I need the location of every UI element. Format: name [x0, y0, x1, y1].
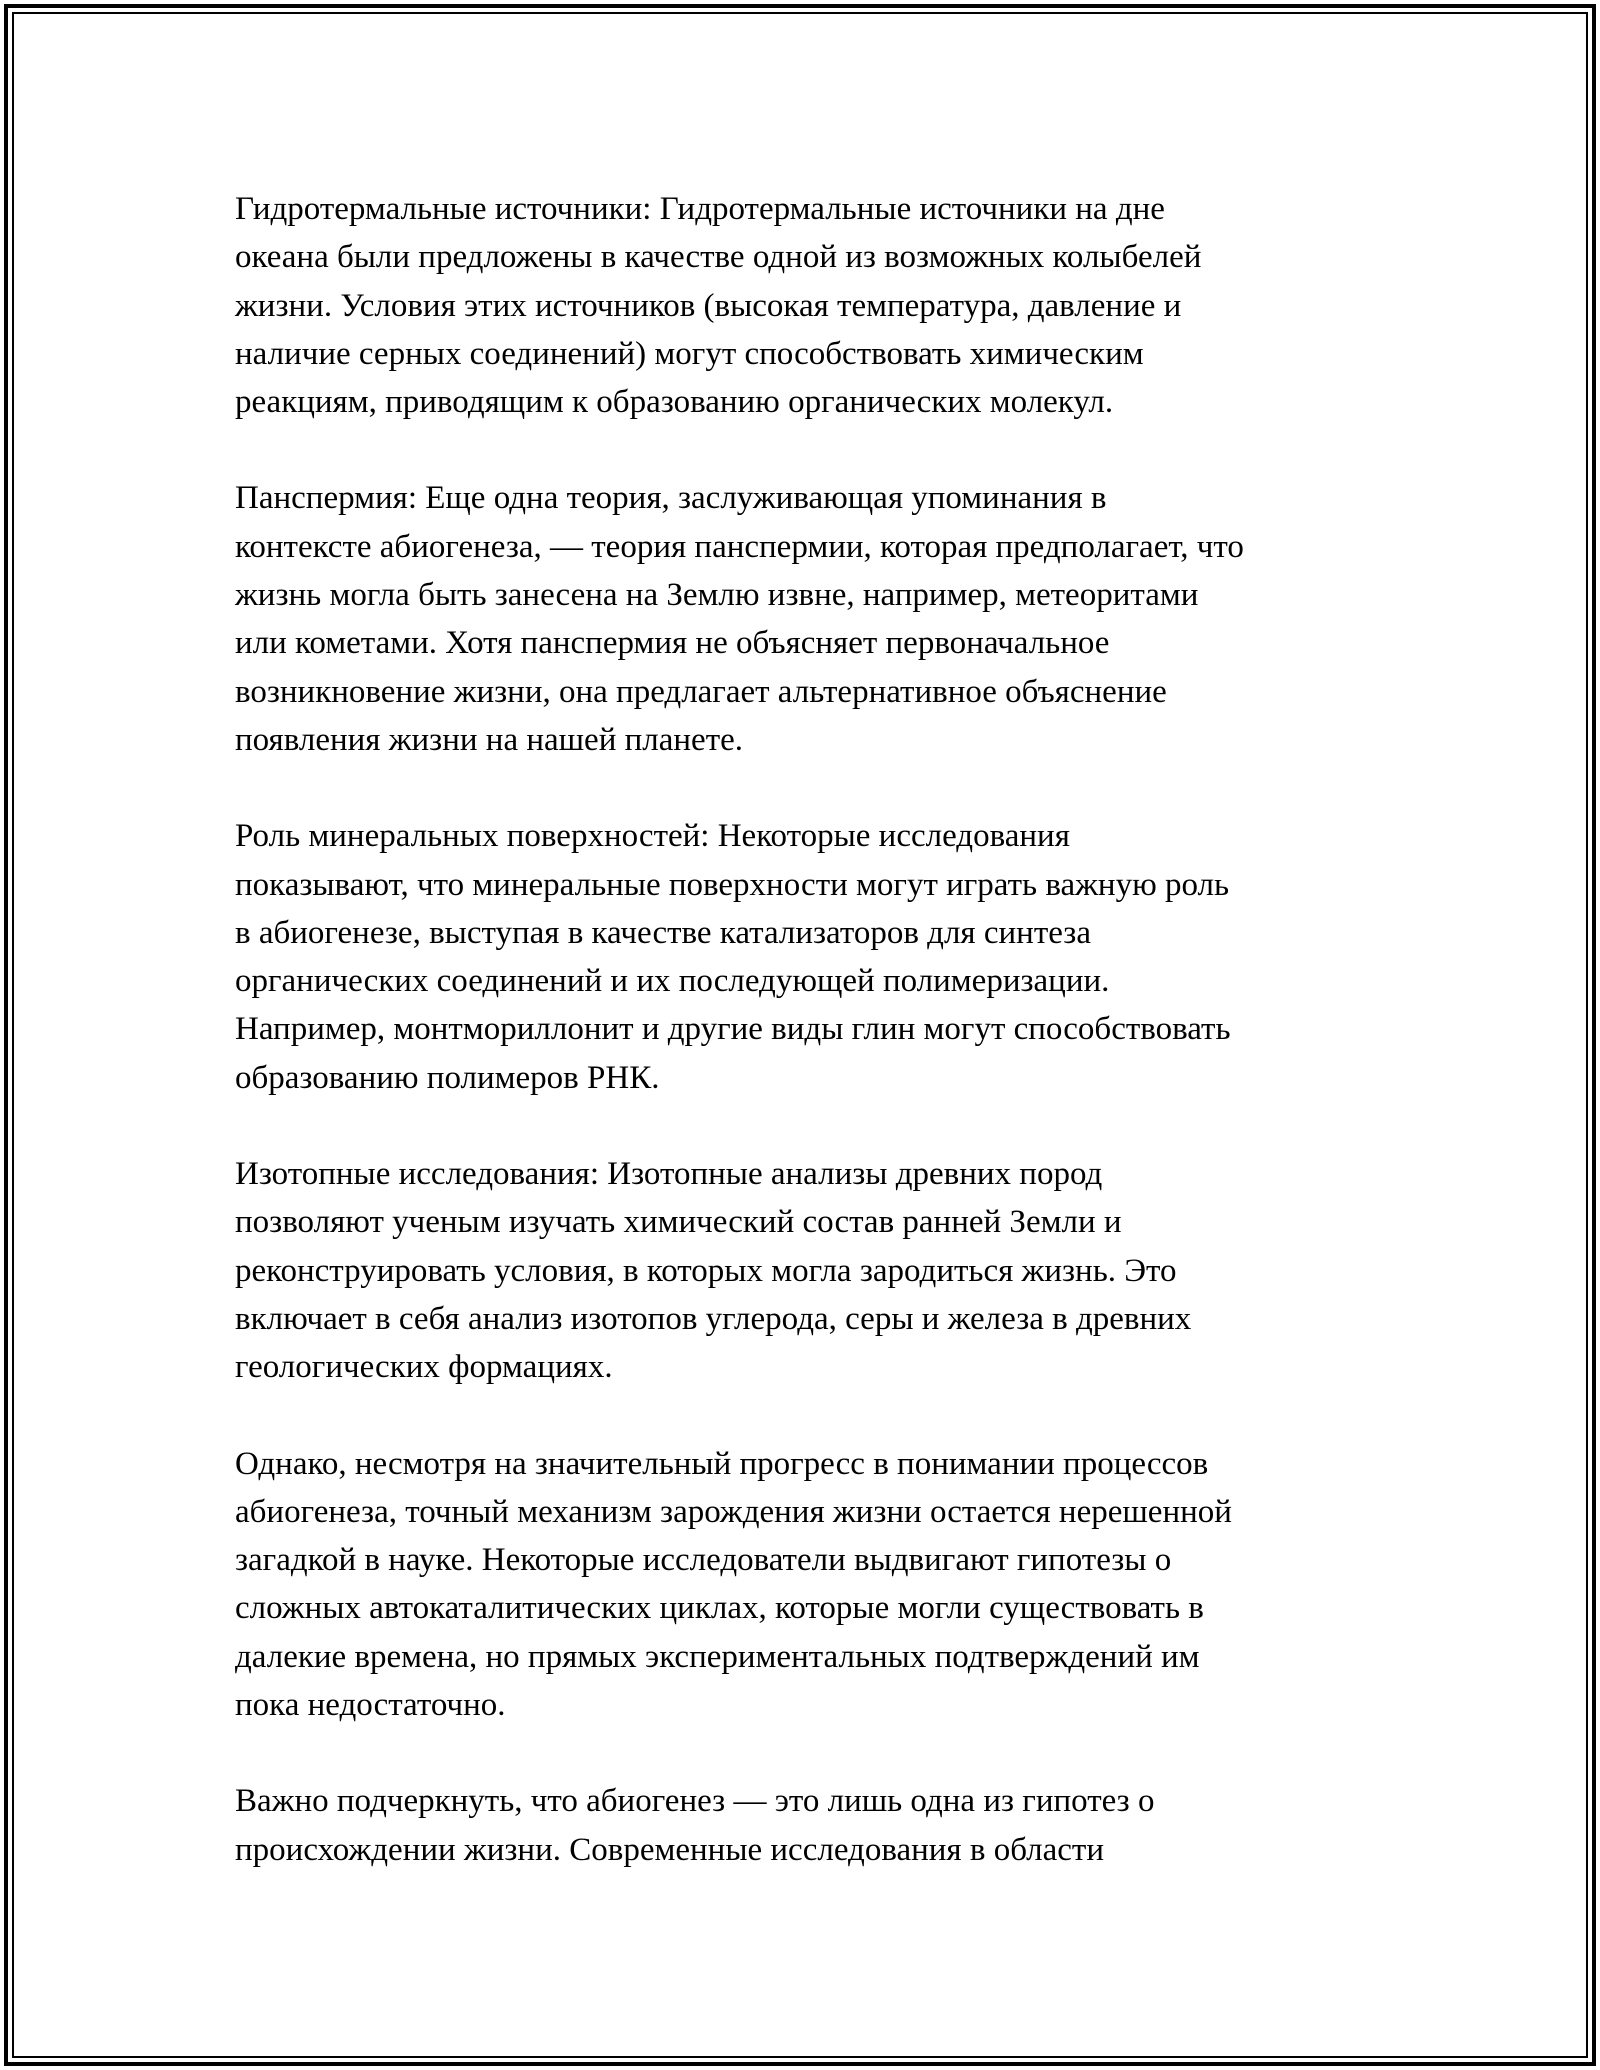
text-line: пока недостаточно. — [235, 1687, 506, 1724]
text-line: сложных автокаталитических циклах, которые могли существовать в — [235, 1590, 1204, 1627]
text-line: Гидротермальные источники: Гидротермальные источники на дне — [235, 191, 1165, 227]
text-line: жизнь могла быть занесена на Землю извне, например, метеоритами — [235, 577, 1199, 614]
text-line: океана были предложены в качестве одной из возможных колыбелей — [235, 239, 1202, 276]
paragraph-panspermia — [235, 474, 1385, 764]
text-line: абиогенеза, точный механизм зарождения жизни остается нерешенной — [235, 1493, 1232, 1530]
text-line: показывают, что минеральные поверхности могут играть важную роль — [235, 866, 1230, 903]
document-body — [235, 185, 1385, 1922]
text-line: органических соединений и их последующей полимеризации. — [235, 963, 1110, 1000]
text-line: геологических формациях. — [235, 1349, 613, 1386]
text-line: включает в себя анализ изотопов углерода, серы и железа в древних — [235, 1300, 1192, 1337]
paragraph-mineral-surfaces — [235, 812, 1385, 1102]
text-line: происхождении жизни. Современные исследования в области — [235, 1831, 1105, 1868]
paragraph-isotope-studies — [235, 1150, 1385, 1391]
text-line: наличие серных соединений) могут способствовать химическим — [235, 335, 1144, 372]
text-line: жизни. Условия этих источников (высокая температура, давление и — [235, 287, 1182, 324]
text-line: реконструировать условия, в которых могла зародиться жизнь. Это — [235, 1252, 1177, 1289]
text-line: Изотопные исследования: Изотопные анализы древних пород — [235, 1156, 1103, 1193]
text-line: Роль минеральных поверхностей: Некоторые исследования — [235, 818, 1070, 855]
text-line: Панспермия: Еще одна теория, заслуживающая упоминания в — [235, 480, 1107, 517]
text-line: Например, монтмориллонит и другие виды глин могут способствовать — [235, 1011, 1231, 1048]
text-line: Однако, несмотря на значительный прогресс в понимании процессов — [235, 1445, 1209, 1482]
text-line: или кометами. Хотя панспермия не объясняет первоначальное — [235, 625, 1110, 662]
paragraph-hydrothermal-vents — [235, 185, 1385, 426]
text-line: Важно подчеркнуть, что абиогенез — это лишь одна из гипотез о — [235, 1783, 1155, 1820]
text-line: появления жизни на нашей планете. — [235, 721, 744, 758]
text-line: реакциям, приводящим к образованию органических молекул. — [235, 384, 1114, 421]
text-line: образованию полимеров РНК. — [235, 1059, 660, 1096]
paragraph-unsolved-mystery — [235, 1440, 1385, 1730]
text-line: позволяют ученым изучать химический состав ранней Земли и — [235, 1204, 1122, 1241]
paragraph-hypothesis-note — [235, 1777, 1385, 1874]
text-line: в абиогенезе, выступая в качестве катализаторов для синтеза — [235, 914, 1091, 951]
text-line: загадкой в науке. Некоторые исследователи выдвигают гипотезы о — [235, 1542, 1172, 1579]
text-line: далекие времена, но прямых экспериментальных подтверждений им — [235, 1638, 1200, 1675]
text-line: возникновение жизни, она предлагает альтернативное объяснение — [235, 673, 1167, 710]
text-line: контексте абиогенеза, — теория панспермии, которая предполагает, что — [235, 528, 1244, 565]
